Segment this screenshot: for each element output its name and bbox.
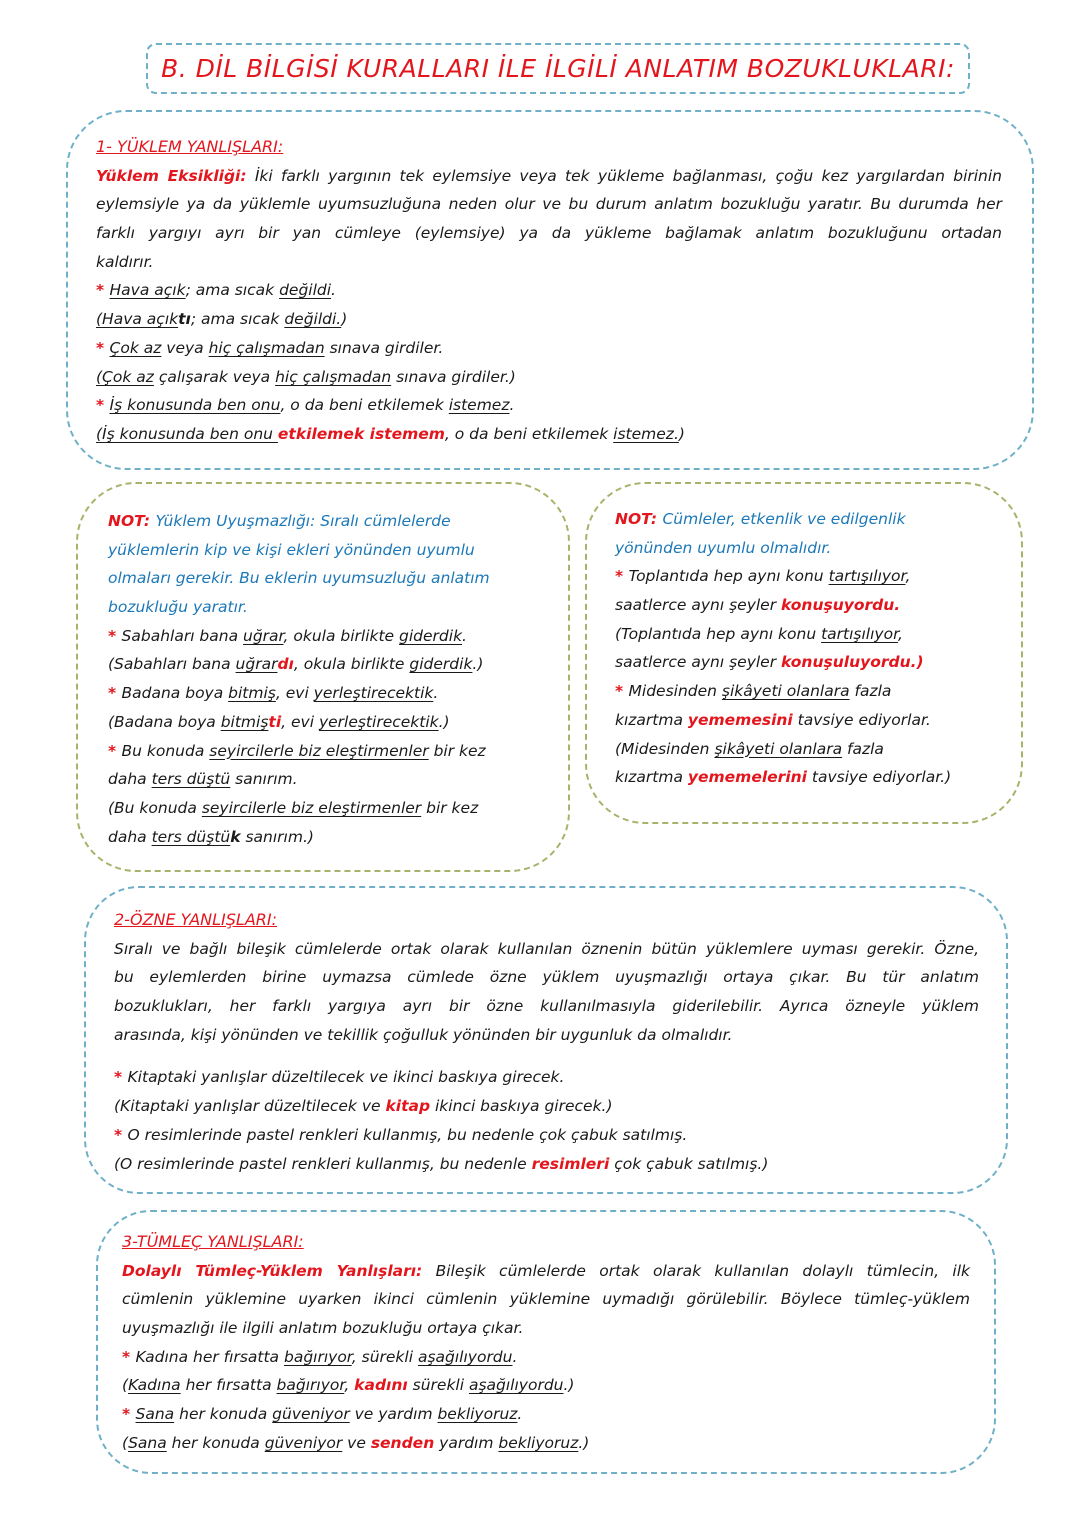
text-run: çalışarak veya — [153, 367, 276, 386]
text-run: bozukluğu yaratır. — [108, 598, 248, 617]
text-line — [122, 1400, 970, 1429]
text-run: bir kez — [428, 741, 486, 760]
text-run: Midesinden — [628, 682, 722, 701]
text-run: tavsiye ediyorlar. — [792, 710, 931, 729]
text-run: uğrar — [235, 655, 278, 674]
text-run: Yüklem Eksikliği: — [96, 166, 247, 185]
text-line — [114, 1121, 979, 1150]
text-run: ; ama sıcak — [190, 310, 285, 329]
text-line — [114, 935, 979, 964]
text-run: bağırıyor — [276, 1376, 345, 1395]
text-line — [122, 1285, 970, 1314]
text-run: , o da beni etkilemek — [444, 424, 614, 443]
section-body — [114, 935, 979, 1179]
asterisk-bullet-icon: * — [114, 1125, 128, 1144]
text-run: Cümleler, etkenlik ve edilgenlik — [662, 510, 906, 528]
asterisk-bullet-icon: * — [122, 1405, 136, 1424]
text-run: sınava girdiler. — [324, 338, 444, 357]
text-run: , — [898, 624, 903, 643]
text-line — [615, 735, 1005, 764]
section-heading: 2-ÖZNE YANLIŞLARI: — [114, 910, 277, 929]
text-run: bozuklukları, her farklı yargıya ayrı bir özne kullanılmasıyla giderilebilir. Ayrıca özneyle yüklem — [114, 997, 979, 1016]
asterisk-bullet-icon: * — [615, 567, 629, 586]
text-run: (Badana boya — [108, 712, 221, 731]
text-line — [108, 794, 548, 823]
text-run: dı — [277, 655, 294, 674]
text-run: Sabahları bana — [121, 626, 244, 645]
text-line — [122, 1371, 970, 1400]
text-run: yememelerini — [687, 768, 807, 787]
text-line — [122, 1257, 970, 1286]
text-run: daha — [108, 827, 152, 846]
text-run: bekliyoruz — [437, 1405, 518, 1424]
text-line — [96, 190, 1002, 219]
text-run: istemez — [448, 396, 510, 415]
text-line — [108, 823, 548, 852]
text-run: yememesini — [687, 710, 793, 729]
text-run: değildi — [279, 281, 332, 300]
text-run: , evi — [281, 712, 319, 731]
text-line — [96, 248, 1002, 277]
text-run: İş konusunda ben onu — [109, 396, 281, 415]
text-run: güveniyor — [264, 1433, 343, 1452]
text-run: Sıralı ve bağlı bileşik cümlelerde ortak olarak kullanılan öznenin bütün yüklemlere uyması gerekir. Özne, — [114, 939, 979, 958]
text-run: . — [512, 1347, 518, 1366]
text-run: yerleştirecektik — [318, 712, 439, 731]
asterisk-bullet-icon: * — [96, 281, 110, 300]
text-line — [96, 363, 1002, 392]
text-run: , okula birlikte — [293, 655, 410, 674]
text-line — [108, 737, 548, 766]
text-line — [615, 562, 1005, 591]
text-run: seyircilerle biz eleştirmenler — [209, 741, 429, 760]
text-run: uğrar — [243, 626, 284, 645]
text-run: giderdik — [399, 626, 463, 645]
text-run: (İş konusunda ben onu — [96, 424, 278, 443]
text-run: daha — [108, 770, 152, 789]
text-line — [615, 648, 1005, 677]
text-run: Kadına — [128, 1376, 181, 1395]
text-run: bitmiş — [220, 712, 269, 731]
text-run: ) — [341, 310, 348, 329]
text-run: , sürekli — [351, 1347, 418, 1366]
text-run: saatlerce aynı şeyler — [615, 596, 782, 615]
text-line — [96, 305, 1002, 334]
text-run: İki farklı yargının tek eylemsiye veya tek yükleme bağlanması, çoğu kez yargılardan birinin — [246, 166, 1003, 185]
text-line — [108, 708, 548, 737]
section-body — [96, 162, 1002, 449]
text-run: Kitaptaki yanlışlar düzeltilecek ve ikinci baskıya girecek. — [127, 1068, 565, 1087]
text-run: (Bu konuda — [108, 798, 202, 817]
text-run: NOT: — [108, 512, 156, 530]
text-line — [615, 505, 1005, 534]
text-run: sanırım. — [230, 770, 298, 789]
asterisk-bullet-icon: * — [122, 1347, 136, 1366]
text-run: ) — [678, 424, 685, 443]
text-run: kitap — [385, 1097, 431, 1116]
text-run: bitmiş — [228, 684, 276, 703]
text-run: , — [905, 567, 911, 586]
section-tumlec — [122, 1228, 970, 1458]
text-run: (Kitaptaki yanlışlar düzeltilecek ve — [114, 1097, 386, 1116]
text-run: hiç çalışmadan — [275, 367, 392, 386]
page-title: B. DİL BİLGİSİ KURALLARI İLE İLGİLİ ANLATIM BOZUKLUKLARI: — [161, 54, 955, 83]
text-line — [615, 706, 1005, 735]
text-run: (Toplantıda hep aynı konu — [615, 624, 822, 643]
text-run: Çok az — [109, 338, 162, 357]
text-run: bir kez — [421, 798, 479, 817]
text-run: aşağılıyordu — [468, 1376, 564, 1395]
text-line — [122, 1314, 970, 1343]
section-ozne — [114, 906, 979, 1178]
text-run: arasında, kişi yönünden ve tekillik çoğulluk yönünden bir uygunluk da olmalıdır. — [114, 1025, 733, 1044]
text-run: Yüklem Uyuşmazlığı: Sıralı cümlelerde — [155, 512, 451, 530]
text-run: (Hava açık — [96, 310, 179, 329]
text-line — [96, 334, 1002, 363]
text-run: . — [509, 396, 515, 415]
text-line — [108, 536, 548, 565]
text-run: yardım — [434, 1433, 499, 1452]
text-run: bağırıyor — [283, 1347, 352, 1366]
asterisk-bullet-icon: * — [108, 684, 122, 703]
text-line — [108, 507, 548, 536]
text-run: bekliyoruz — [498, 1433, 579, 1452]
text-run: farklı yargıyı ayrı bir yan cümleye (eylemsiye) ya da yükleme bağlamak anlatım bozukluğunu ortadan — [96, 224, 1002, 243]
text-run: ters düştü — [151, 827, 231, 846]
section-body — [122, 1257, 970, 1458]
text-run: kaldırır. — [96, 252, 154, 271]
text-line — [114, 992, 979, 1021]
text-run: her fırsatta — [180, 1376, 277, 1395]
text-run: her konuda — [174, 1405, 273, 1424]
text-run: .) — [563, 1376, 575, 1395]
text-line — [96, 276, 1002, 305]
text-line — [114, 1021, 979, 1050]
text-line — [108, 593, 548, 622]
text-run: kızartma — [615, 768, 688, 787]
text-run: cümlenin yüklemine uyarken ikinci cümlenin yüklemine uymadığı görülebilir. Böylece tümleç-yüklem — [122, 1290, 970, 1309]
text-line — [96, 219, 1002, 248]
text-line — [615, 677, 1005, 706]
note-body — [108, 507, 548, 851]
text-line — [122, 1343, 970, 1372]
text-run: eylemsiyle ya da yüklemle uyumsuzluğuna neden olur ve bu durum anlatım bozukluğu yaratır. Bu durumda her — [96, 195, 1002, 214]
asterisk-bullet-icon: * — [108, 741, 122, 760]
text-run: giderdik — [409, 655, 473, 674]
text-run: kadını — [354, 1376, 408, 1395]
spacer — [114, 1049, 979, 1063]
text-run: (O resimlerinde pastel renkleri kullanmış, bu nedenle — [114, 1154, 532, 1173]
asterisk-bullet-icon: * — [96, 396, 110, 415]
text-run: saatlerce aynı şeyler — [615, 653, 782, 672]
text-run: yerleştirecektik — [313, 684, 434, 703]
text-run: Bileşik cümlelerde ortak olarak kullanılan dolaylı tümlecin, ilk — [422, 1261, 970, 1280]
text-line — [114, 1150, 979, 1179]
text-run: kızartma — [615, 710, 688, 729]
text-run: .) — [472, 655, 484, 674]
title-banner — [146, 43, 970, 94]
text-run: çok çabuk satılmış.) — [609, 1154, 769, 1173]
text-line — [114, 963, 979, 992]
text-run: , evi — [275, 684, 314, 703]
text-run: değildi. — [284, 310, 342, 329]
text-run: ikinci baskıya girecek.) — [430, 1097, 613, 1116]
text-run: ve yardım — [349, 1405, 438, 1424]
text-run: (Çok az — [96, 367, 154, 386]
text-run: konuşuluyordu.) — [781, 653, 924, 672]
text-run: tartışılıyor — [828, 567, 906, 586]
text-run: resimleri — [531, 1154, 610, 1173]
text-run: her konuda — [166, 1433, 265, 1452]
text-run: . — [331, 281, 336, 300]
text-run: fazla — [842, 739, 884, 758]
text-run: konuşuyordu. — [781, 596, 901, 615]
text-run: güveniyor — [272, 1405, 350, 1424]
text-run: veya — [161, 338, 209, 357]
text-run: k — [230, 827, 241, 846]
text-run: , — [344, 1376, 355, 1395]
text-run: aşağılıyordu — [417, 1347, 513, 1366]
text-line — [108, 650, 548, 679]
text-line — [615, 534, 1005, 563]
text-line — [108, 622, 548, 651]
text-run: tavsiye ediyorlar.) — [806, 768, 952, 787]
text-line — [96, 391, 1002, 420]
text-run: şikâyeti olanlara — [721, 682, 850, 701]
text-run: Badana boya — [121, 684, 229, 703]
text-run: Bu konuda — [121, 741, 210, 760]
text-run: ters düştü — [151, 770, 231, 789]
text-line — [96, 162, 1002, 191]
text-run: Sana — [128, 1433, 167, 1452]
text-run: ti — [268, 712, 282, 731]
text-run: uyuşmazlığı ile ilgili anlatım bozukluğu ortaya çıkar. — [122, 1319, 524, 1338]
text-run: sanırım.) — [240, 827, 314, 846]
text-run: Dolaylı Tümleç-Yüklem Yanlışları: — [122, 1261, 423, 1280]
text-run: (Midesinden — [615, 739, 715, 758]
text-run: ve — [342, 1433, 371, 1452]
text-line — [96, 420, 1002, 449]
section-yuklem — [96, 133, 1002, 449]
text-run: Toplantıda hep aynı konu — [628, 567, 829, 586]
text-line — [108, 679, 548, 708]
text-run: olmaları gerekir. Bu eklerin uyumsuzluğu anlatım — [108, 569, 490, 588]
section-heading: 1- YÜKLEM YANLIŞLARI: — [96, 137, 284, 156]
text-run: . — [517, 1405, 523, 1424]
note-body — [615, 505, 1005, 792]
text-run: ; ama sıcak — [185, 281, 280, 300]
text-run: sınava girdiler.) — [391, 367, 516, 386]
text-run: şikâyeti olanlara — [714, 739, 843, 758]
text-run: hiç çalışmadan — [208, 338, 325, 357]
text-run: tartışılıyor — [821, 624, 899, 643]
asterisk-bullet-icon: * — [96, 338, 110, 357]
text-run: , o da beni etkilemek — [280, 396, 449, 415]
text-run: Sana — [135, 1405, 175, 1424]
text-run: ( — [122, 1376, 129, 1395]
asterisk-bullet-icon: * — [108, 626, 122, 645]
text-line — [108, 765, 548, 794]
text-line — [114, 1063, 979, 1092]
text-line — [122, 1429, 970, 1458]
note-uyusmazlik — [108, 507, 548, 851]
text-run: .) — [578, 1433, 590, 1452]
text-line — [615, 620, 1005, 649]
text-run: ( — [122, 1433, 129, 1452]
text-run: (Sabahları bana — [108, 655, 236, 674]
text-run: NOT: — [615, 510, 663, 528]
text-line — [108, 564, 548, 593]
section-heading: 3-TÜMLEÇ YANLIŞLARI: — [122, 1232, 304, 1251]
text-run: Kadına her fırsatta — [135, 1347, 284, 1366]
asterisk-bullet-icon: * — [615, 682, 629, 701]
text-run: seyircilerle biz eleştirmenler — [201, 798, 422, 817]
text-run: senden — [370, 1433, 435, 1452]
text-run: fazla — [849, 682, 892, 701]
text-run: O resimlerinde pastel renkleri kullanmış, bu nedenle çok çabuk satılmış. — [127, 1125, 688, 1144]
text-line — [114, 1092, 979, 1121]
text-run: etkilemek istemem — [277, 424, 445, 443]
text-run: . — [433, 684, 439, 703]
asterisk-bullet-icon: * — [114, 1068, 128, 1087]
text-run: .) — [438, 712, 450, 731]
text-run: sürekli — [407, 1376, 469, 1395]
text-line — [615, 763, 1005, 792]
text-run: yüklemlerin kip ve kişi ekleri yönünden uyumlu — [108, 540, 475, 559]
text-run: , okula birlikte — [283, 626, 400, 645]
text-run: Hava açık — [109, 281, 186, 300]
text-run: yönünden uyumlu olmalıdır. — [615, 538, 832, 557]
text-run: istemez. — [613, 424, 679, 443]
text-line — [615, 591, 1005, 620]
text-run: bu eylemlerden birine uymazsa cümlede özne yüklem uyuşmazlığı ortaya çıkar. Bu tür anlatım — [114, 968, 979, 987]
note-etkenlik — [615, 505, 1005, 792]
text-run: . — [462, 626, 467, 645]
text-run: tı — [178, 310, 191, 329]
